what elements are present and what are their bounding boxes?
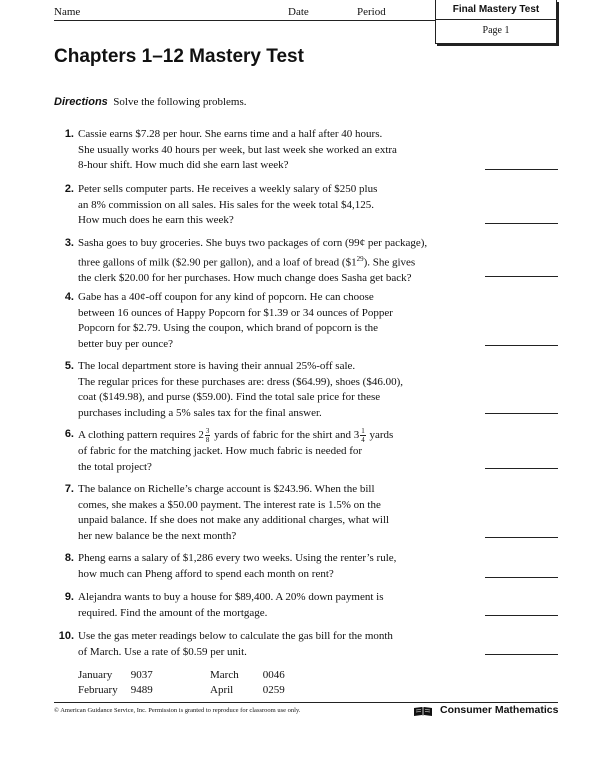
header-rule: [54, 20, 436, 21]
fraction: [360, 427, 366, 444]
question-7: [58, 482, 458, 544]
answer-line-1[interactable]: [485, 169, 558, 170]
meter-reading: [78, 668, 153, 683]
question-line: Use the gas meter readings below to calculate the gas bill for the month: [78, 630, 393, 642]
meter-value: 9037: [130, 669, 153, 681]
question-line: Cassie earns $7.28 per hour. She earns time and a half after 40 hours.: [78, 128, 383, 140]
meter-reading: [78, 683, 153, 698]
question-line: Alejandra wants to buy a house for $89,400. A 20% down payment is: [78, 591, 384, 603]
question-line: Peter sells computer parts. He receives a weekly salary of $250 plus: [78, 183, 378, 195]
page-number: Page 1: [482, 25, 510, 36]
fraction: [205, 427, 211, 444]
question-text: yards of fabric for the shirt and 3: [214, 429, 360, 442]
page-title: Chapters 1–12 Mastery Test: [54, 46, 304, 67]
question-2: [58, 182, 458, 229]
question-line: between 16 ounces of Happy Popcorn for $1.39 or 34 ounces of Popper: [78, 306, 393, 319]
test-title-box: [435, 0, 557, 44]
question-line: Sasha goes to buy groceries. She buys two packages of corn (99¢ per package),: [78, 237, 428, 249]
answer-line-7[interactable]: [485, 537, 558, 538]
meter-month: February: [78, 684, 118, 696]
question-line: [78, 252, 468, 271]
question-line: of fabric for the matching jacket. How much fabric is needed for: [78, 445, 363, 457]
copyright-notice: © American Guidance Service, Inc. Permission is granted to reproduce for classroom use only.: [54, 707, 301, 714]
question-line: The balance on Richelle’s charge account is $243.96. When the bill: [78, 483, 375, 495]
question-line: required. Find the amount of the mortgage.: [78, 606, 268, 619]
name-label: Name: [54, 6, 81, 18]
price-cents: 29: [356, 254, 364, 263]
question-number: 6.: [64, 428, 74, 440]
question-1: [58, 127, 458, 174]
answer-line-10[interactable]: [485, 654, 558, 655]
answer-line-9[interactable]: [485, 615, 558, 616]
directions: [54, 96, 247, 108]
question-text: A clothing pattern requires 2: [78, 429, 204, 442]
question-text: three gallons of milk ($2.90 per gallon), and a loaf of bread ($1: [78, 256, 357, 269]
question-line: the total project?: [78, 460, 152, 473]
question-line: purchases including a 5% sales tax for the final answer.: [78, 406, 322, 419]
question-number: 5.: [64, 360, 74, 372]
test-box-divider: [436, 19, 556, 20]
question-line: better buy per ounce?: [78, 337, 173, 350]
answer-line-4[interactable]: [485, 345, 558, 346]
meter-month: March: [210, 669, 239, 681]
question-line: The local department store is having their annual 25%-off sale.: [78, 360, 356, 372]
meter-value: 0046: [262, 669, 285, 681]
brand-name: Consumer Mathematics: [440, 704, 559, 716]
question-9: [58, 590, 458, 621]
question-text: ). She gives: [363, 256, 416, 269]
fraction-denominator: 4: [361, 436, 365, 444]
book-icon: [413, 706, 433, 717]
fraction-numerator: 3: [205, 427, 210, 435]
question-line: how much can Pheng afford to spend each month on rent?: [78, 567, 334, 580]
question-3: [58, 236, 468, 286]
question-6: [58, 427, 468, 475]
meter-month: April: [210, 684, 234, 696]
question-number: 8.: [64, 552, 74, 564]
test-title: Final Mastery Test: [452, 4, 540, 15]
footer-rule: [54, 702, 558, 703]
question-8: [58, 551, 458, 582]
fraction-numerator: 1: [361, 427, 365, 435]
question-number: 1.: [64, 128, 74, 140]
question-number: 10.: [58, 630, 74, 642]
question-line: an 8% commission on all sales. His sales for the week total $4,125.: [78, 198, 375, 211]
meter-reading: [210, 668, 285, 683]
question-line: [78, 427, 468, 444]
answer-line-2[interactable]: [485, 223, 558, 224]
question-line: the clerk $20.00 for her purchases. How much change does Sasha get back?: [78, 271, 412, 284]
question-5: [58, 359, 468, 421]
question-line: coat ($149.98), and purse ($59.00). Find the total sale price for these: [78, 391, 381, 403]
question-text: yards: [369, 429, 394, 442]
meter-reading: [210, 683, 285, 698]
answer-line-6[interactable]: [485, 468, 558, 469]
directions-label: Directions: [54, 96, 108, 108]
question-number: 9.: [64, 591, 74, 603]
directions-text: Solve the following problems.: [113, 96, 247, 108]
question-line: She usually works 40 hours per week, but last week she worked an extra: [78, 143, 397, 156]
answer-line-3[interactable]: [485, 276, 558, 277]
question-line: Gabe has a 40¢-off coupon for any kind of popcorn. He can choose: [78, 291, 374, 303]
fraction-denominator: 8: [205, 436, 210, 444]
meter-month: January: [78, 669, 113, 681]
question-line: unpaid balance. If she does not make any additional charges, what will: [78, 514, 390, 526]
question-number: 2.: [64, 183, 74, 195]
question-line: Popcorn for $2.79. Using the coupon, which brand of popcorn is the: [78, 322, 379, 334]
meter-value: 9489: [130, 684, 153, 696]
answer-line-8[interactable]: [485, 577, 558, 578]
question-line: comes, she makes a $50.00 payment. The interest rate is 1.5% on the: [78, 498, 381, 511]
date-label: Date: [288, 6, 309, 18]
question-number: 3.: [64, 237, 74, 249]
question-line: 8-hour shift. How much did she earn last week?: [78, 159, 289, 171]
question-number: 4.: [64, 291, 74, 303]
question-number: 7.: [64, 483, 74, 495]
question-line: of March. Use a rate of $0.59 per unit.: [78, 645, 247, 658]
question-line: The regular prices for these purchases are: dress ($64.99), shoes ($46.00),: [78, 375, 403, 388]
question-line: How much does he earn this week?: [78, 214, 234, 226]
period-label: Period: [357, 6, 386, 18]
question-10: [58, 629, 458, 660]
question-line: her new balance be the next month?: [78, 529, 237, 542]
meter-value: 0259: [262, 684, 285, 696]
question-4: [58, 290, 458, 352]
answer-line-5[interactable]: [485, 413, 558, 414]
question-line: Pheng earns a salary of $1,286 every two weeks. Using the renter’s rule,: [78, 552, 397, 564]
